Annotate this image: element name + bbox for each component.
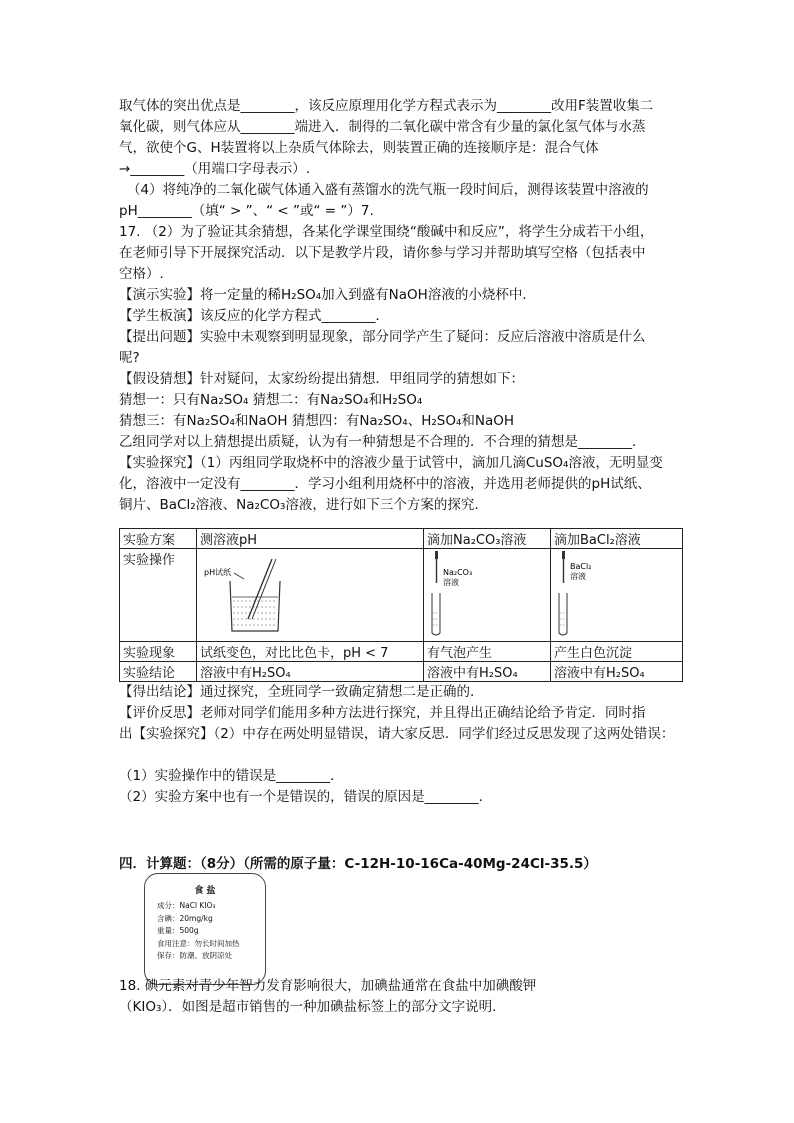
text-line: 在老师引导下开展探究活动．以下是教学片段，请你参与学习并帮助填写空格（包括表中 <box>119 245 646 261</box>
text-line: 【假设猜想】针对疑问，太家纷纷提出猜想．甲组同学的猜想如下： <box>119 371 524 387</box>
text-line: 气，欲使个G、H装置将以上杂质气体除去，则装置正确的连接顺序是：混合气体 <box>119 140 599 156</box>
text-line: 乙组同学对以上猜想提出质疑，认为有一种猜想是不合理的．不合理的猜想是________． <box>119 434 646 450</box>
plan-cell: 滴加BaCl₂溶液 <box>551 529 683 549</box>
text-line: 【实验探究】（1）丙组同学取烧杯中的溶液少量于试管中，滴加几滴CuSO₄溶液，无明显变 <box>119 455 663 471</box>
svg-text:溶液: 溶液 <box>570 572 586 581</box>
svg-text:Na₂CO₃: Na₂CO₃ <box>443 568 473 577</box>
question-18 <box>119 976 679 1018</box>
plan-cell: 滴加Na₂CO₃溶液 <box>424 529 551 549</box>
text-line: 猜想三：有Na₂SO₄和NaOH 猜想四：有Na₂SO₄、H₂SO₄和NaOH <box>119 413 515 429</box>
text-line: 铜片、BaCl₂溶液、Na₂CO₃溶液，进行如下三个方案的探究. <box>119 497 479 513</box>
salt-label-row: 含碘：20mg/kg <box>157 913 213 923</box>
svg-text:BaCl₂: BaCl₂ <box>570 562 592 571</box>
text-line: 【演示实验】将一定量的稀H₂SO₄加入到盛有NaOH溶液的小烧杯中． <box>119 287 536 303</box>
text-line: →________（用端口字母表示）. <box>119 161 311 177</box>
svg-text:溶液: 溶液 <box>443 578 459 587</box>
conclusion-cell: 溶液中有H₂SO₄ <box>551 662 683 682</box>
salt-label-title: 食 盐 <box>194 886 216 896</box>
beaker-figure <box>197 549 424 642</box>
experiment-table <box>119 528 683 682</box>
text-line: 氧化碳，则气体应从________端进入．制得的二氧化碳中常含有少量的氯化氢气体与水蒸 <box>119 119 646 135</box>
salt-label-row: 保存：防潮、放阴凉处 <box>157 951 232 960</box>
text-line: 18. 碘元素对青少年智力发育影响很大，加碘盐通常在食盐中加碘酸钾 <box>119 978 537 994</box>
conclusion-cell: 溶液中有H₂SO₄ <box>197 662 424 682</box>
row-header: 实验操作 <box>120 549 197 642</box>
ph-paper-label: pH试纸 <box>204 568 232 577</box>
text-line: （KIO₃）．如图是超市销售的一种加碘盐标签上的部分文字说明. <box>119 999 497 1015</box>
text-line: 17. （2）为了验证其余猜想，各某化学课堂围绕“酸碱中和反应”，将学生分成若干小组， <box>119 224 654 240</box>
dropper-figure <box>424 549 551 642</box>
section-title: 四．计算题：（8分）（所需的原子量：C-12H-10-16Ca-40Mg-24Cl-35.5） <box>119 856 597 872</box>
text-line: 取气体的突出优点是________，该反应原理用化学方程式表示为________改用F装置收集二 <box>119 98 654 114</box>
text-line: 【评价反思】老师对同学们能用多种方法进行探究，并且得出正确结论给予肯定．同时指 <box>119 705 646 721</box>
row-header: 实验现象 <box>120 642 197 662</box>
dropper-figure <box>551 549 683 642</box>
text-line: 呢? <box>119 350 140 366</box>
salt-label-row: 食用注意：勿长时间加热 <box>157 938 240 948</box>
row-header: 实验结论 <box>120 662 197 682</box>
question-text <box>119 96 679 875</box>
phenomenon-cell: 试纸变色，对比比色卡，pH < 7 <box>197 642 424 662</box>
text-line: 出【实验探究】（2）中存在两处明显错误，请大家反思．同学们经过反思发现了这两处错误： <box>119 726 675 742</box>
text-line: 化，溶液中一定没有________．学习小组利用烧杯中的溶液，并选用老师提供的pH试纸、 <box>119 476 651 492</box>
conclusion-cell: 溶液中有H₂SO₄ <box>424 662 551 682</box>
text-line: （2）实验方案中也有一个是错误的，错误的原因是________． <box>119 789 493 805</box>
text-line: 【学生板演】该反应的化学方程式________． <box>119 308 389 324</box>
phenomenon-cell: 产生白色沉淀 <box>551 642 683 662</box>
salt-label-row: 重量：500g <box>157 926 199 935</box>
text-line: 猜想一：只有Na₂SO₄ 猜想二：有Na₂SO₄和H₂SO₄ <box>119 392 423 408</box>
salt-label-image <box>144 873 266 985</box>
text-line: （4）将纯净的二氧化碳气体通入盛有蒸馏水的洗气瓶一段时间后，测得该装置中溶液的 <box>127 182 649 198</box>
text-line: pH________（填“ > ”、“ < ”或“ = ”）7. <box>119 203 374 219</box>
text-line: （1）实验操作中的错误是________． <box>119 768 344 784</box>
text-line: 【提出问题】实验中未观察到明显现象，部分同学产生了疑问：反应后溶液中溶质是什么 <box>119 329 646 345</box>
text-line: 空格）. <box>119 266 164 282</box>
plan-cell: 测溶液pH <box>197 529 424 549</box>
salt-label-row: 成分：NaCl KIO₃ <box>157 901 216 910</box>
row-header: 实验方案 <box>120 529 197 549</box>
text-line: 【得出结论】通过探究，全班同学一致确定猜想二是正确的. <box>119 684 475 700</box>
phenomenon-cell: 有气泡产生 <box>424 642 551 662</box>
